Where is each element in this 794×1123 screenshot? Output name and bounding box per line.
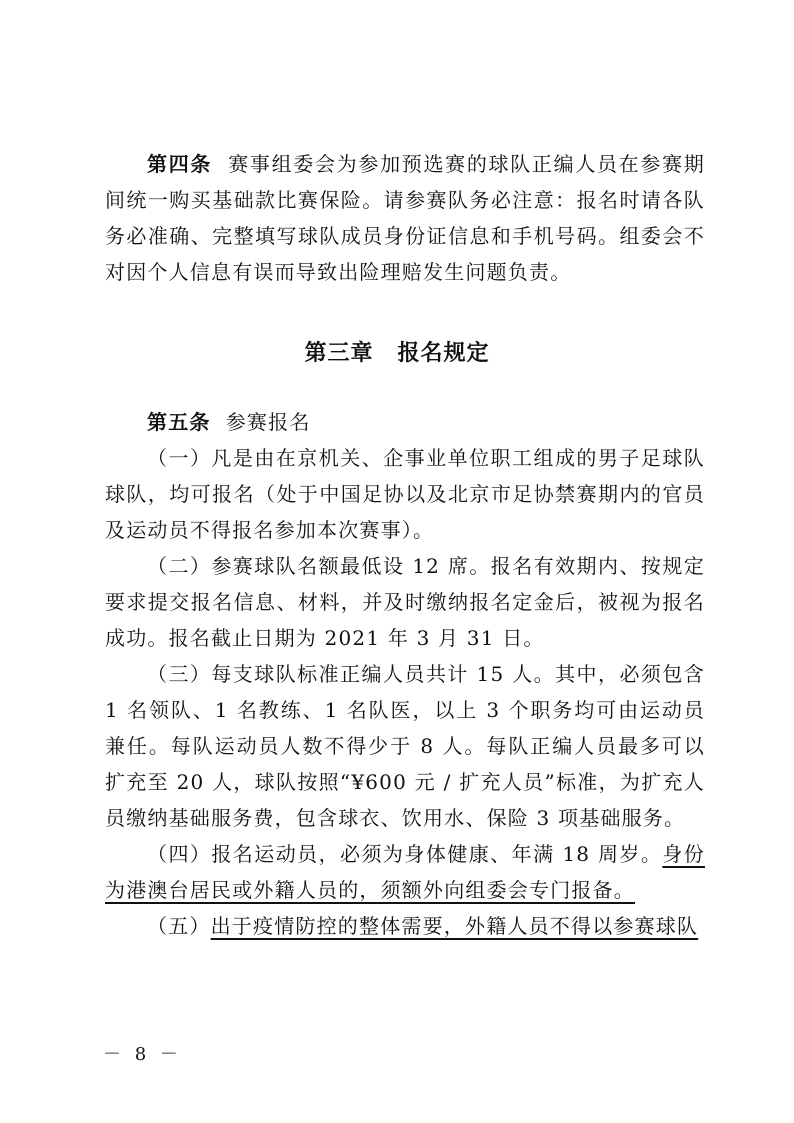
- article-4-label: 第四条: [147, 152, 213, 176]
- article-5: [105, 404, 705, 944]
- article-5-item-4: [105, 836, 705, 908]
- article-5-item-3: （三）每支球队标准正编人员共计 15 人。其中，必须包含 1 名领队、1 名教练、1 名队医，以上 3 个职务均可由运动员兼任。每队运动员人数不得少于 8 人。每队正编人员最多可以扩充至 20 人，球队按照“¥600 元 / 扩充人员”标准，为扩充人员缴纳基础服务费，包含球衣、饮用水、保险 3 项基础服务。: [105, 662, 705, 830]
- chapter-number: 第三章: [304, 340, 374, 366]
- article-4-text: 赛事组委会为参加预选赛的球队正编人员在参赛期间统一购买基础款比赛保险。请参赛队务必注意：报名时请各队务必准确、完整填写球队成员身份证信息和手机号码。组委会不对因个人信息有误而导致出险理赔发生问题负责。: [105, 152, 705, 284]
- article-5-title: 参赛报名: [225, 410, 311, 434]
- article-5-item-1: （一）凡是由在京机关、企事业单位职工组成的男子足球队球队，均可报名（处于中国足协以及北京市足协禁赛期内的官员及运动员不得报名参加本次赛事）。: [105, 446, 705, 542]
- chapter-heading: [0, 336, 794, 367]
- article-5-heading: [105, 404, 705, 440]
- chapter-title: 报名规定: [397, 340, 490, 366]
- article-5-item-5: [105, 908, 705, 944]
- page-number: － 8 －: [103, 1044, 182, 1065]
- article-4-paragraph: [105, 146, 705, 290]
- article-5-label: 第五条: [147, 410, 211, 434]
- article-4: [105, 146, 705, 290]
- item-4-underlined: 身份为港澳台居民或外籍人员的，须额外向组委会专门报备。: [105, 842, 705, 902]
- item-5-underlined: 出于疫情防控的整体需要，外籍人员不得以参赛球队: [210, 914, 699, 938]
- item-5-plain: （五）: [147, 914, 211, 938]
- article-5-item-2: （二）参赛球队名额最低设 12 席。报名有效期内、按规定要求提交报名信息、材料，并及时缴纳报名定金后，被视为报名成功。报名截止日期为 2021 年 3 月 31 日。: [105, 554, 705, 650]
- item-4-plain: （四）报名运动员，必须为身体健康、年满 18 周岁。: [147, 842, 663, 866]
